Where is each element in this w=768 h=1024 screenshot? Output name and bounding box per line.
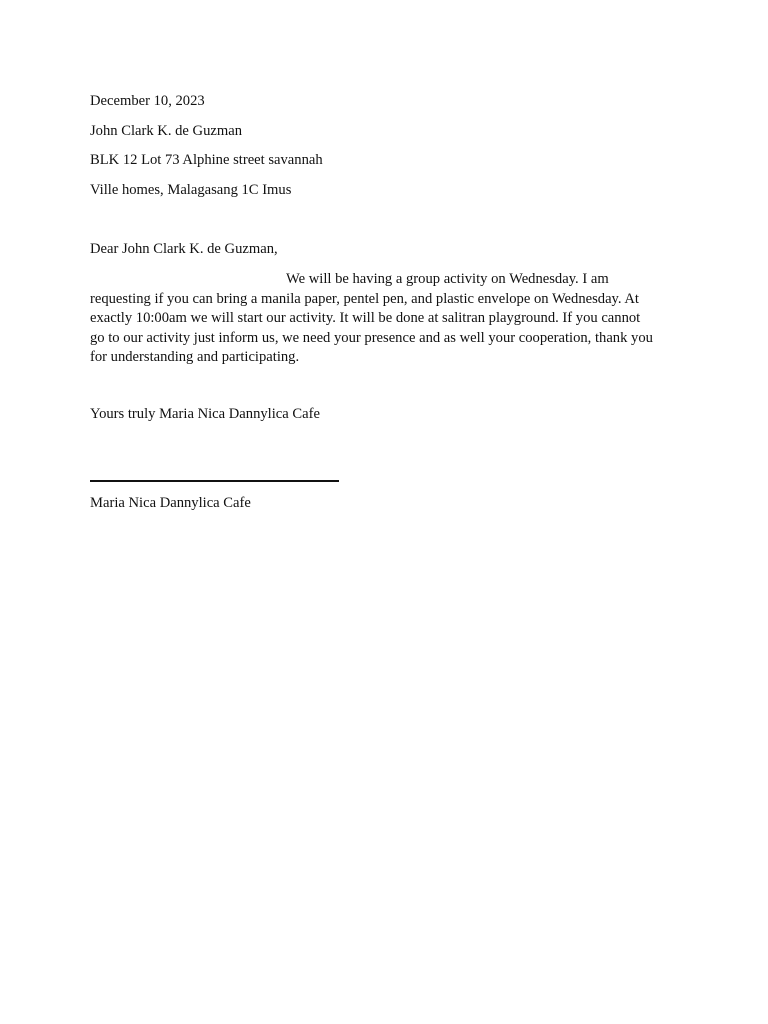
salutation: Dear John Clark K. de Guzman,	[90, 241, 278, 257]
body-line: exactly 10:00am we will start our activity. It will be done at salitran playground. If you cannot	[90, 310, 641, 326]
body-line: We will be having a group activity on Wednesday. I am	[286, 271, 609, 287]
body-line: for understanding and participating.	[90, 349, 300, 365]
recipient-name: John Clark K. de Guzman	[90, 123, 242, 139]
letter-date: December 10, 2023	[90, 93, 205, 109]
signer-name: Maria Nica Dannylica Cafe	[90, 495, 251, 511]
body-line: go to our activity just inform us, we need your presence and as well your cooperation, thank you	[90, 329, 653, 346]
recipient-address-line-2: Ville homes, Malagasang 1C Imus	[90, 182, 292, 198]
letter-body	[90, 270, 680, 368]
recipient-address-line-1: BLK 12 Lot 73 Alphine street savannah	[90, 152, 323, 168]
signature-line	[90, 480, 339, 482]
closing: Yours truly Maria Nica Dannylica Cafe	[90, 406, 320, 422]
body-line: requesting if you can bring a manila paper, pentel pen, and plastic envelope on Wednesday. At	[90, 290, 639, 307]
